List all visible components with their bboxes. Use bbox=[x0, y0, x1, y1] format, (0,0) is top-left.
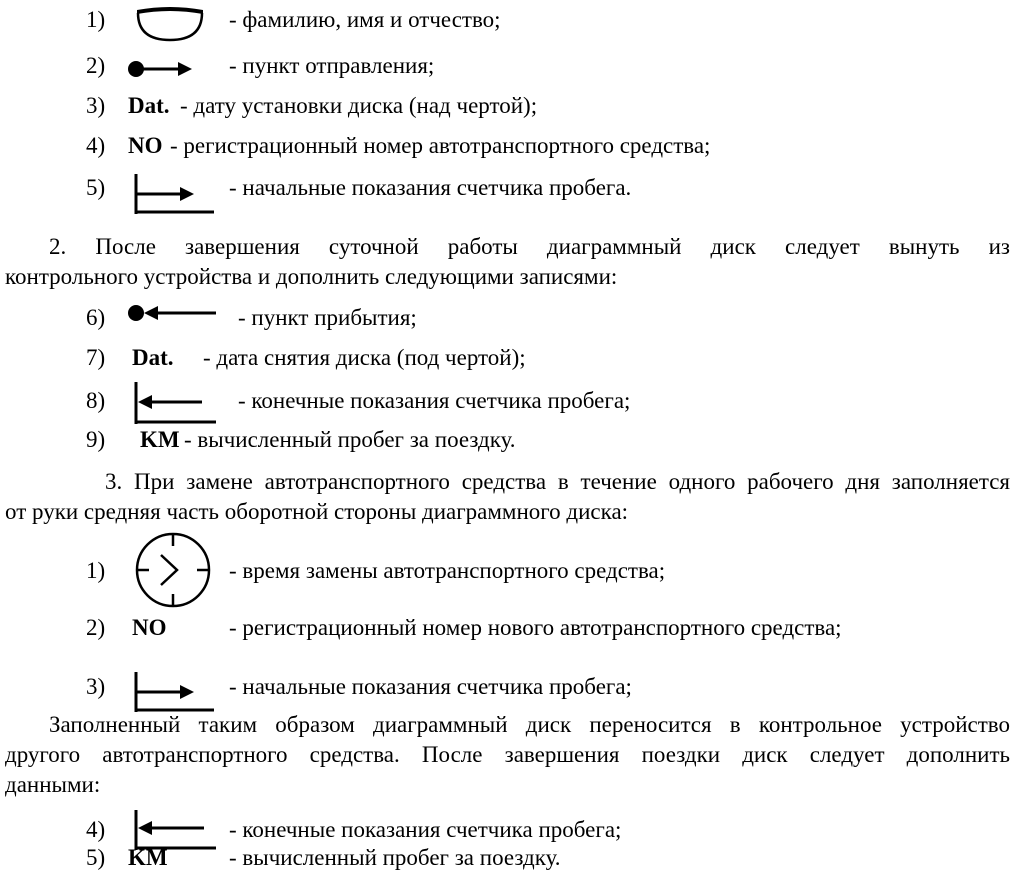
odometer-start-arrow-icon bbox=[132, 668, 216, 714]
item-number: 5) bbox=[86, 175, 106, 200]
item-description: - пункт прибытия; bbox=[238, 305, 417, 330]
item-number: 9) bbox=[86, 427, 106, 452]
item-description: - время замены автотранспортного средства; bbox=[229, 558, 666, 583]
item-description: - фамилию, имя и отчество; bbox=[229, 7, 501, 32]
item-number: 8) bbox=[86, 388, 106, 413]
item-number: 4) bbox=[86, 817, 106, 842]
item-description: - начальные показания счетчика пробега. bbox=[229, 175, 632, 200]
item-description: - регистрационный номер автотранспортного средства; bbox=[170, 133, 711, 158]
clock-circle-icon bbox=[130, 530, 216, 610]
item-number: 4) bbox=[86, 133, 106, 158]
paragraph-line: контрольного устройства и дополнить следующими записями: bbox=[5, 264, 618, 289]
paragraph-line: от руки средняя часть оборотной стороны диаграммного диска: bbox=[5, 499, 629, 524]
item-number: 3) bbox=[86, 674, 106, 699]
item-number: 1) bbox=[86, 558, 106, 583]
item-description: - дату установки диска (над чертой); bbox=[180, 93, 538, 118]
item-number: 2) bbox=[86, 615, 106, 640]
paragraph-line: другого автотранспортного средства. После завершения поездки диск следует дополнить bbox=[5, 742, 1010, 767]
paragraph-line: Заполненный таким образом диаграммный диск переносится в контрольное устройство bbox=[49, 712, 1010, 737]
paragraph-line: 2. После завершения суточной работы диаграммный диск следует вынуть из bbox=[49, 234, 1010, 259]
item-description: - вычисленный пробег за поездку. bbox=[229, 845, 561, 870]
item-description: - регистрационный номер нового автотранспортного средства; bbox=[229, 615, 842, 640]
paragraph-continuation bbox=[5, 710, 1010, 800]
dot-arrow-left-icon bbox=[124, 298, 220, 328]
paragraph-line: данными: bbox=[5, 772, 101, 797]
paragraph-2-intro bbox=[5, 232, 1010, 292]
item-number: 1) bbox=[86, 7, 106, 32]
item-description: - начальные показания счетчика пробега; bbox=[229, 674, 632, 699]
registration-number-symbol: NO bbox=[132, 615, 167, 640]
item-description: - дата снятия диска (под чертой); bbox=[203, 345, 526, 370]
item-number: 6) bbox=[86, 305, 106, 330]
paragraph-3-intro bbox=[5, 467, 1010, 527]
date-symbol: Dat. bbox=[128, 93, 170, 118]
item-number: 5) bbox=[86, 845, 106, 870]
item-description: - конечные показания счетчика пробега; bbox=[238, 388, 631, 413]
odometer-end-arrow-icon bbox=[132, 380, 218, 426]
dome-half-circle-icon bbox=[134, 2, 206, 44]
registration-number-symbol: NO bbox=[128, 133, 163, 158]
item-number: 3) bbox=[86, 93, 106, 118]
dot-arrow-right-icon bbox=[124, 52, 196, 82]
km-symbol: KM bbox=[128, 845, 168, 870]
item-description: - конечные показания счетчика пробега; bbox=[229, 817, 622, 842]
odometer-start-arrow-icon bbox=[132, 170, 216, 216]
paragraph-line: 3. При замене автотранспортного средства в течение одного рабочего дня заполняется bbox=[105, 469, 1010, 494]
item-description: - пункт отправления; bbox=[229, 53, 435, 78]
item-number: 7) bbox=[86, 345, 106, 370]
date-symbol: Dat. bbox=[132, 345, 174, 370]
km-symbol: KM bbox=[140, 427, 180, 452]
item-number: 2) bbox=[86, 53, 106, 78]
item-description: - вычисленный пробег за поездку. bbox=[184, 427, 516, 452]
